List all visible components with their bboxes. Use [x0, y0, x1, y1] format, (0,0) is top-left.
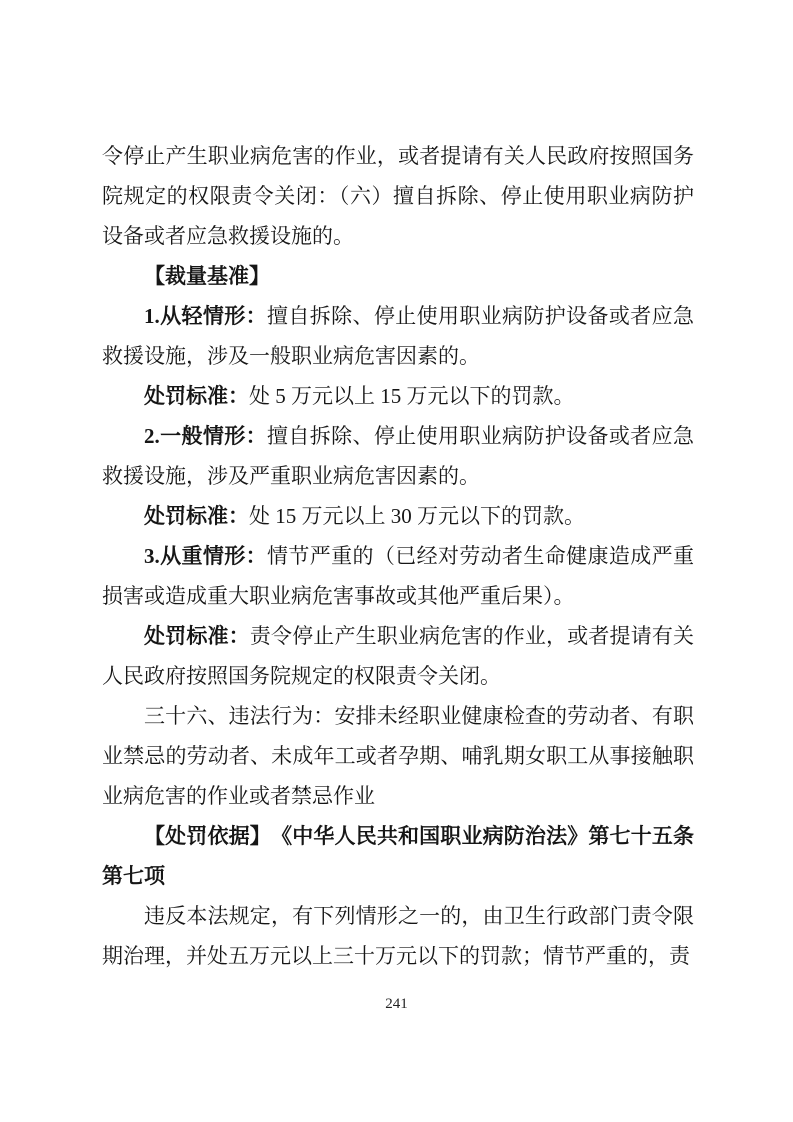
- paragraph-penalty-3: [102, 616, 694, 696]
- item-2-text: 擅自拆除、停止使用职业病防护设备或者应急救援设施，涉及严重职业病危害因素的。: [102, 424, 695, 488]
- item-2-label: 2.一般情形：: [144, 424, 267, 448]
- penalty-3-text: 责令停止产生职业病危害的作业，或者提请有关人民政府按照国务院规定的权限责令关闭。: [102, 624, 695, 688]
- penalty-3-label: 处罚标准：: [144, 624, 250, 648]
- page-footer: [0, 996, 793, 1013]
- penalty-1-label: 处罚标准：: [144, 384, 249, 408]
- paragraph-discretion-heading: [102, 256, 694, 296]
- paragraph-item-3: [102, 536, 694, 616]
- penalty-2-text: 处 15 万元以上 30 万元以下的罚款。: [249, 504, 585, 528]
- section-heading-text: 【裁量基准】: [144, 264, 270, 288]
- item-3-text: 情节严重的（已经对劳动者生命健康造成严重损害或造成重大职业病危害事故或其他严重后果）。: [102, 544, 695, 608]
- basis-heading-text: 【处罚依据】 《中华人民共和国职业病防治法》第七十五条第七项: [102, 824, 694, 888]
- law-article-text: 违反本法规定，有下列情形之一的，由卫生行政部门责令限期治理，并处五万元以上三十万元以下的罚款；情节严重的，责: [102, 904, 694, 968]
- penalty-2-label: 处罚标准：: [144, 504, 249, 528]
- paragraph-penalty-2: [102, 496, 694, 536]
- item-1-text: 擅自拆除、停止使用职业病防护设备或者应急救援设施，涉及一般职业病危害因素的。: [102, 304, 695, 368]
- paragraph-item-1: [102, 296, 694, 376]
- paragraph-penalty-1: [102, 376, 694, 416]
- paragraph-basis-heading: [102, 816, 694, 896]
- paragraph-item-2: [102, 416, 694, 496]
- item-1-label: 1.从轻情形：: [144, 304, 267, 328]
- penalty-1-text: 处 5 万元以上 15 万元以下的罚款。: [249, 384, 575, 408]
- paragraph-law-article: [102, 896, 694, 976]
- body-text: 令停止产生职业病危害的作业，或者提请有关人民政府按照国务院规定的权限责令关闭：（六）擅自拆除、停止使用职业病防护设备或者应急救援设施的。: [102, 144, 694, 248]
- paragraph-continuation: [102, 136, 694, 256]
- page-number: 241: [385, 996, 408, 1012]
- document-body: [102, 136, 694, 976]
- violation-36-text: 三十六、违法行为：安排未经职业健康检查的劳动者、有职业禁忌的劳动者、未成年工或者孕期、哺乳期女职工从事接触职业病危害的作业或者禁忌作业: [102, 704, 694, 808]
- paragraph-violation-36: [102, 696, 694, 816]
- item-3-label: 3.从重情形：: [144, 544, 267, 568]
